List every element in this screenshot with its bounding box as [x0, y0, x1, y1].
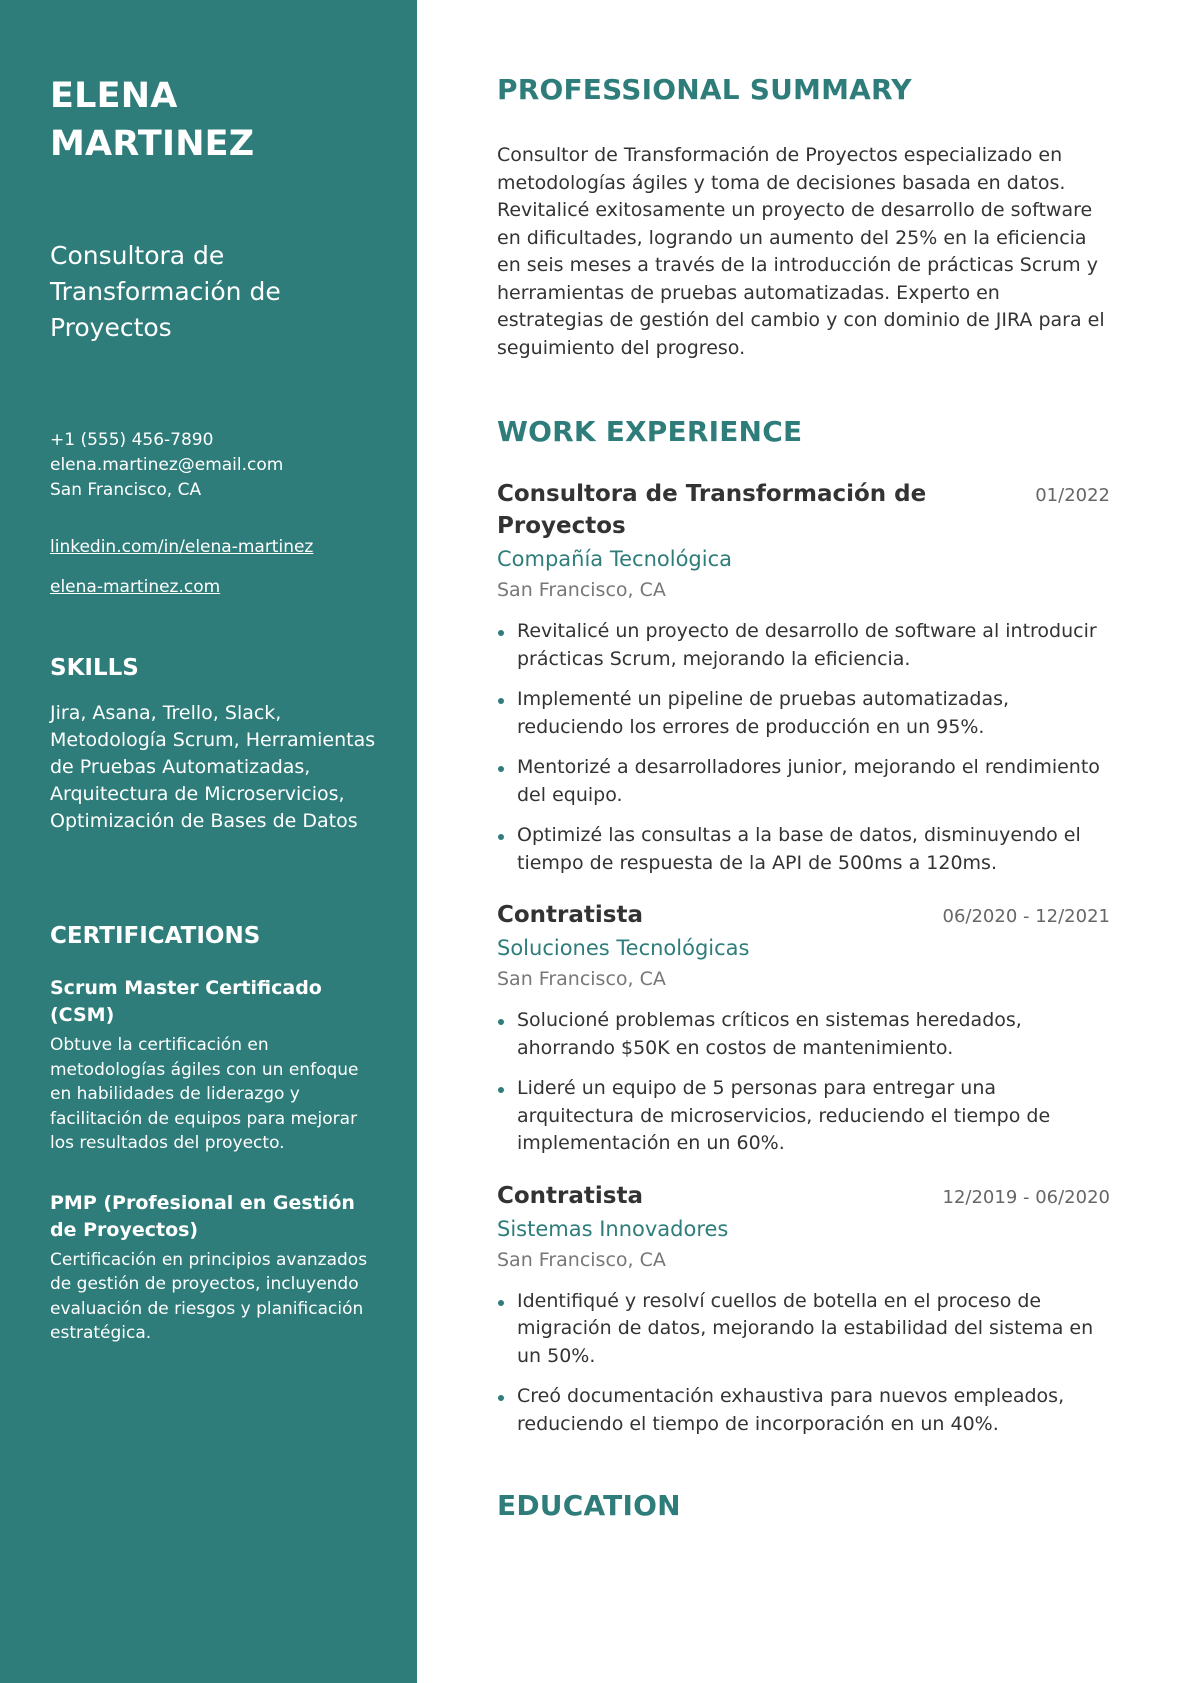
- candidate-name: ELENA MARTINEZ: [50, 76, 255, 164]
- skills-heading: SKILLS: [50, 655, 139, 681]
- company-name: Compañía Tecnológica: [497, 547, 732, 571]
- job-bullet: Identifiqué y resolví cuellos de botella en el proceso de migración de datos, mejorando la estabilidad del sistema en un 50%.: [497, 1288, 1110, 1371]
- main-content: [417, 0, 1190, 1683]
- profile-links: [50, 535, 377, 599]
- certification-description: Certificación en principios avanzados de gestión de proyectos, incluyendo evaluación de riesgos y planificación estratégica.: [50, 1249, 368, 1343]
- skills-list: Jira, Asana, Trello, Slack, Metodología Scrum, Herramientas de Pruebas Automatizadas, Arquitectura de Microservicios, Optimización de Bases de Datos: [50, 702, 376, 832]
- sidebar: [0, 0, 417, 1683]
- job-bullet: Creó documentación exhaustiva para nuevos empleados, reduciendo el tiempo de incorporación en un 40%.: [497, 1383, 1110, 1438]
- work-experience-heading: WORK EXPERIENCE: [497, 415, 803, 448]
- certification-title: PMP (Profesional en Gestión de Proyectos): [50, 1191, 355, 1241]
- job-bullet: Mentorizé a desarrolladores junior, mejorando el rendimiento del equipo.: [497, 754, 1110, 809]
- job-bullet: Solucioné problemas críticos en sistemas heredados, ahorrando $50K en costos de mantenimiento.: [497, 1007, 1110, 1062]
- job-entry: [497, 899, 1110, 1158]
- job-bullets: [497, 618, 1110, 877]
- phone-number: +1 (555) 456-7890: [50, 430, 214, 450]
- job-location: San Francisco, CA: [497, 579, 666, 601]
- location: San Francisco, CA: [50, 480, 202, 500]
- email-address: elena.martinez@email.com: [50, 455, 284, 475]
- company-name: Soluciones Tecnológicas: [497, 936, 750, 960]
- job-bullet: Revitalicé un proyecto de desarrollo de software al introducir prácticas Scrum, mejorando la eficiencia.: [497, 618, 1110, 673]
- contact-info: [50, 428, 377, 503]
- linkedin-link[interactable]: linkedin.com/in/elena-martinez: [50, 537, 314, 557]
- certification-item: [50, 1190, 377, 1346]
- website-link[interactable]: elena-martinez.com: [50, 577, 221, 597]
- job-title: Contratista: [497, 902, 643, 928]
- summary-text: Consultor de Transformación de Proyectos especializado en metodologías ágiles y toma de decisiones basada en datos. Revitalicé exitosamente un proyecto de desarrollo de software en dificultades, logrando un aumento del 25% en la eficiencia en seis meses a través de la introducción de prácticas Scrum y herramientas de pruebas automatizadas. Experto en estrategias de gestión del cambio y con dominio de JIRA para el seguimiento del progreso.: [497, 144, 1105, 359]
- job-header: [497, 1180, 1110, 1212]
- job-entry: [497, 478, 1110, 877]
- job-bullet: Implementé un pipeline de pruebas automatizadas, reduciendo los errores de producción en un 95%.: [497, 686, 1110, 741]
- certification-title: Scrum Master Certificado (CSM): [50, 977, 322, 1026]
- job-header: [497, 478, 1110, 542]
- job-title: Consultora de Transformación de Proyectos: [497, 481, 927, 539]
- certifications-heading: CERTIFICATIONS: [50, 923, 261, 949]
- education-heading: EDUCATION: [497, 1489, 681, 1522]
- job-bullets: [497, 1288, 1110, 1439]
- job-date: 06/2020 - 12/2021: [942, 906, 1110, 927]
- job-title: Contratista: [497, 1182, 643, 1209]
- job-date: 12/2019 - 06/2020: [942, 1186, 1110, 1208]
- job-bullet: Optimizé las consultas a la base de datos, disminuyendo el tiempo de respuesta de la API de 500ms a 120ms.: [497, 822, 1110, 877]
- job-header: [497, 899, 1110, 931]
- job-entry: [497, 1180, 1110, 1439]
- certification-item: [50, 975, 377, 1156]
- candidate-role: Consultora de Transformación de Proyectos: [50, 241, 281, 342]
- summary-heading: PROFESSIONAL SUMMARY: [497, 73, 912, 106]
- job-date: 01/2022: [1035, 485, 1110, 506]
- job-location: San Francisco, CA: [497, 1248, 666, 1271]
- company-name: Sistemas Innovadores: [497, 1216, 729, 1241]
- job-location: San Francisco, CA: [497, 968, 666, 990]
- job-bullet: Lideré un equipo de 5 personas para entregar una arquitectura de microservicios, reduciendo el tiempo de implementación en un 60%.: [497, 1075, 1110, 1158]
- job-bullets: [497, 1007, 1110, 1158]
- certification-description: Obtuve la certificación en metodologías ágiles con un enfoque en habilidades de liderazgo y facilitación de equipos para mejorar los resultados del proyecto.: [50, 1035, 359, 1153]
